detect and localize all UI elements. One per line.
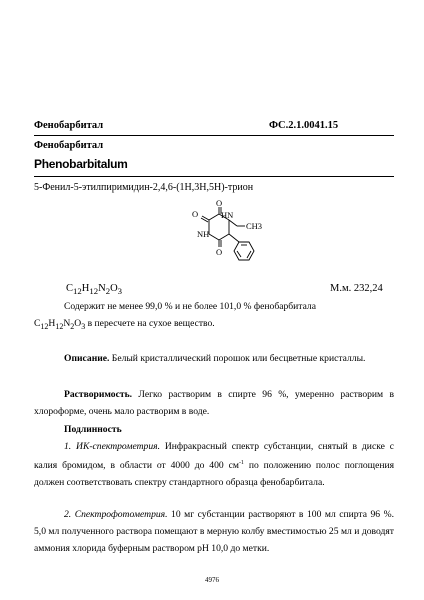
- description-paragraph: Описание. Белый кристаллический порошок или бесцветные кристаллы.: [64, 353, 366, 364]
- content-paragraph: Содержит не менее 99,0 % и не более 101,0 % фенобарбитала $C_{12}H_{12}N_2O_3$ в пересчете на сухое вещество.: [34, 301, 316, 331]
- header-rule: [34, 135, 394, 136]
- solubility-paragraph: Растворимость. Легко растворим в спирте 96 %, умеренно растворим в хлороформе, очень мало растворим в воде.: [34, 389, 394, 417]
- chemical-structure: [185, 200, 285, 280]
- atom-o-top: O: [216, 200, 223, 208]
- atom-o-bottom: O: [216, 247, 223, 257]
- iupac-name: 5-Фенил-5-этилпиримидин-2,4,6-(1H,3H,5H)-трион: [34, 182, 254, 193]
- identity-heading: Подлинность: [64, 424, 122, 435]
- atom-o-left: O: [192, 209, 199, 219]
- title-latin: Phenobarbitalum: [34, 157, 128, 171]
- monograph-code: ФС.2.1.0041.15: [269, 120, 339, 131]
- title-rule: [34, 176, 394, 177]
- ethyl-group: CH3: [246, 221, 263, 231]
- molecular-weight: М.м. 232,24: [330, 283, 383, 294]
- title-ru-secondary: Фенобарбитал: [34, 140, 104, 151]
- atom-nh-bottom: NH: [197, 229, 210, 239]
- ir-paragraph: 1. ИК-спектрометрия. Инфракрасный спектр субстанции, снятый в диске с калия бромидом, в области от 4000 до 400 $см^{-1}$ по положению полос поглощения должен соответствовать спектру стандартного образца фенобарбитала.: [34, 441, 395, 489]
- uv-paragraph: 2. Спектрофотометрия. 10 мг субстанции растворяют в 100 мл спирта 96 %. 5,0 мл полученного раствора помещают в мерную колбу вместимостью 25 мл и доводят аммония хлорида буферным раствором pH 10,0 до метки.: [34, 509, 395, 554]
- title-ru: Фенобарбитал: [34, 120, 104, 131]
- page-number: 4976: [205, 576, 219, 584]
- molecular-formula: $C_{12}H_{12}N_2O_3$: [66, 283, 123, 297]
- atom-nh-top: HN: [221, 210, 234, 220]
